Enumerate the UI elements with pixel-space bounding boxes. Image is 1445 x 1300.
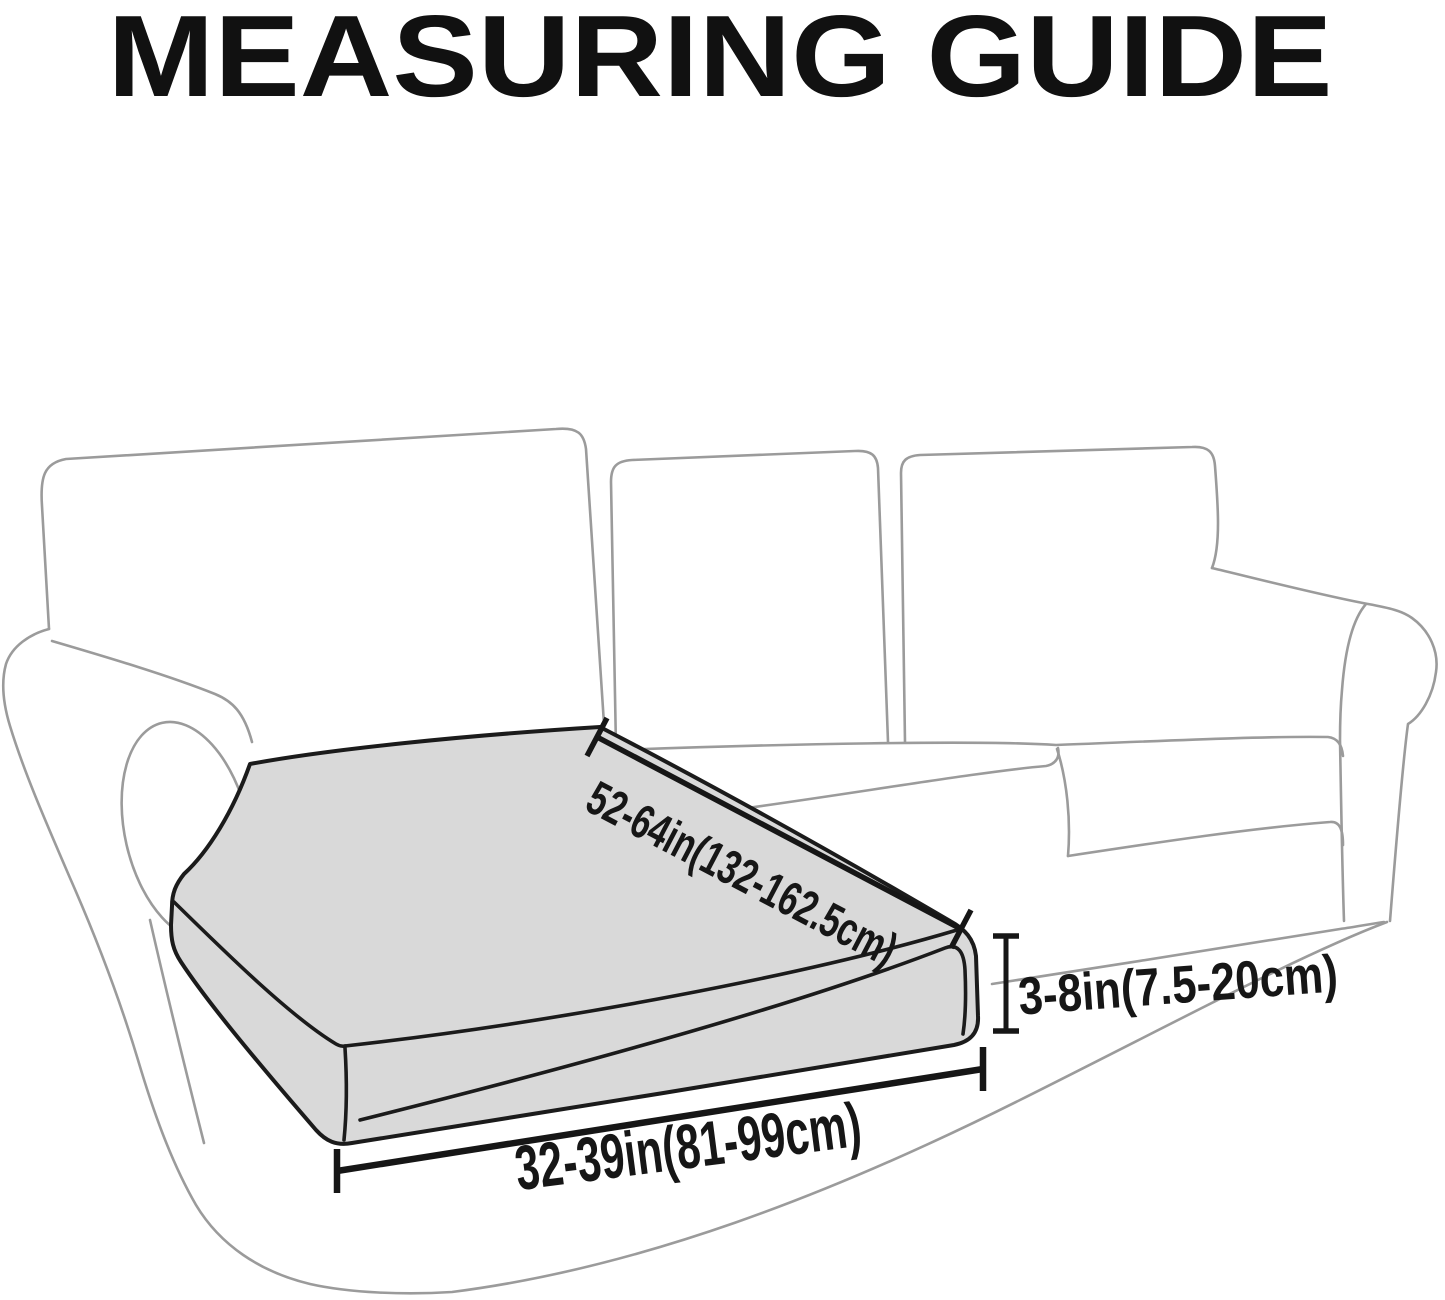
right-arm-inner (1340, 604, 1366, 921)
seat-cushion-middle-front-edge (740, 748, 1059, 809)
seat-division-line (1057, 749, 1069, 856)
seat-crease-line (618, 737, 1343, 756)
back-cushion-left (42, 429, 604, 724)
back-cushion-right (901, 447, 1218, 742)
measure-label-width: 32-39in(81-99cm) (511, 1068, 1028, 1205)
page-title: MEASURING GUIDE (107, 0, 1333, 121)
measure-label-length: 52-64in(132-162.5cm) (577, 771, 1031, 1043)
seat-cushion-right-front-edge (1068, 822, 1343, 856)
back-cushion-middle (611, 451, 888, 748)
right-arm-outer (1212, 568, 1437, 921)
measure-label-height: 3-8in(7.5-20cm) (1016, 939, 1406, 1027)
